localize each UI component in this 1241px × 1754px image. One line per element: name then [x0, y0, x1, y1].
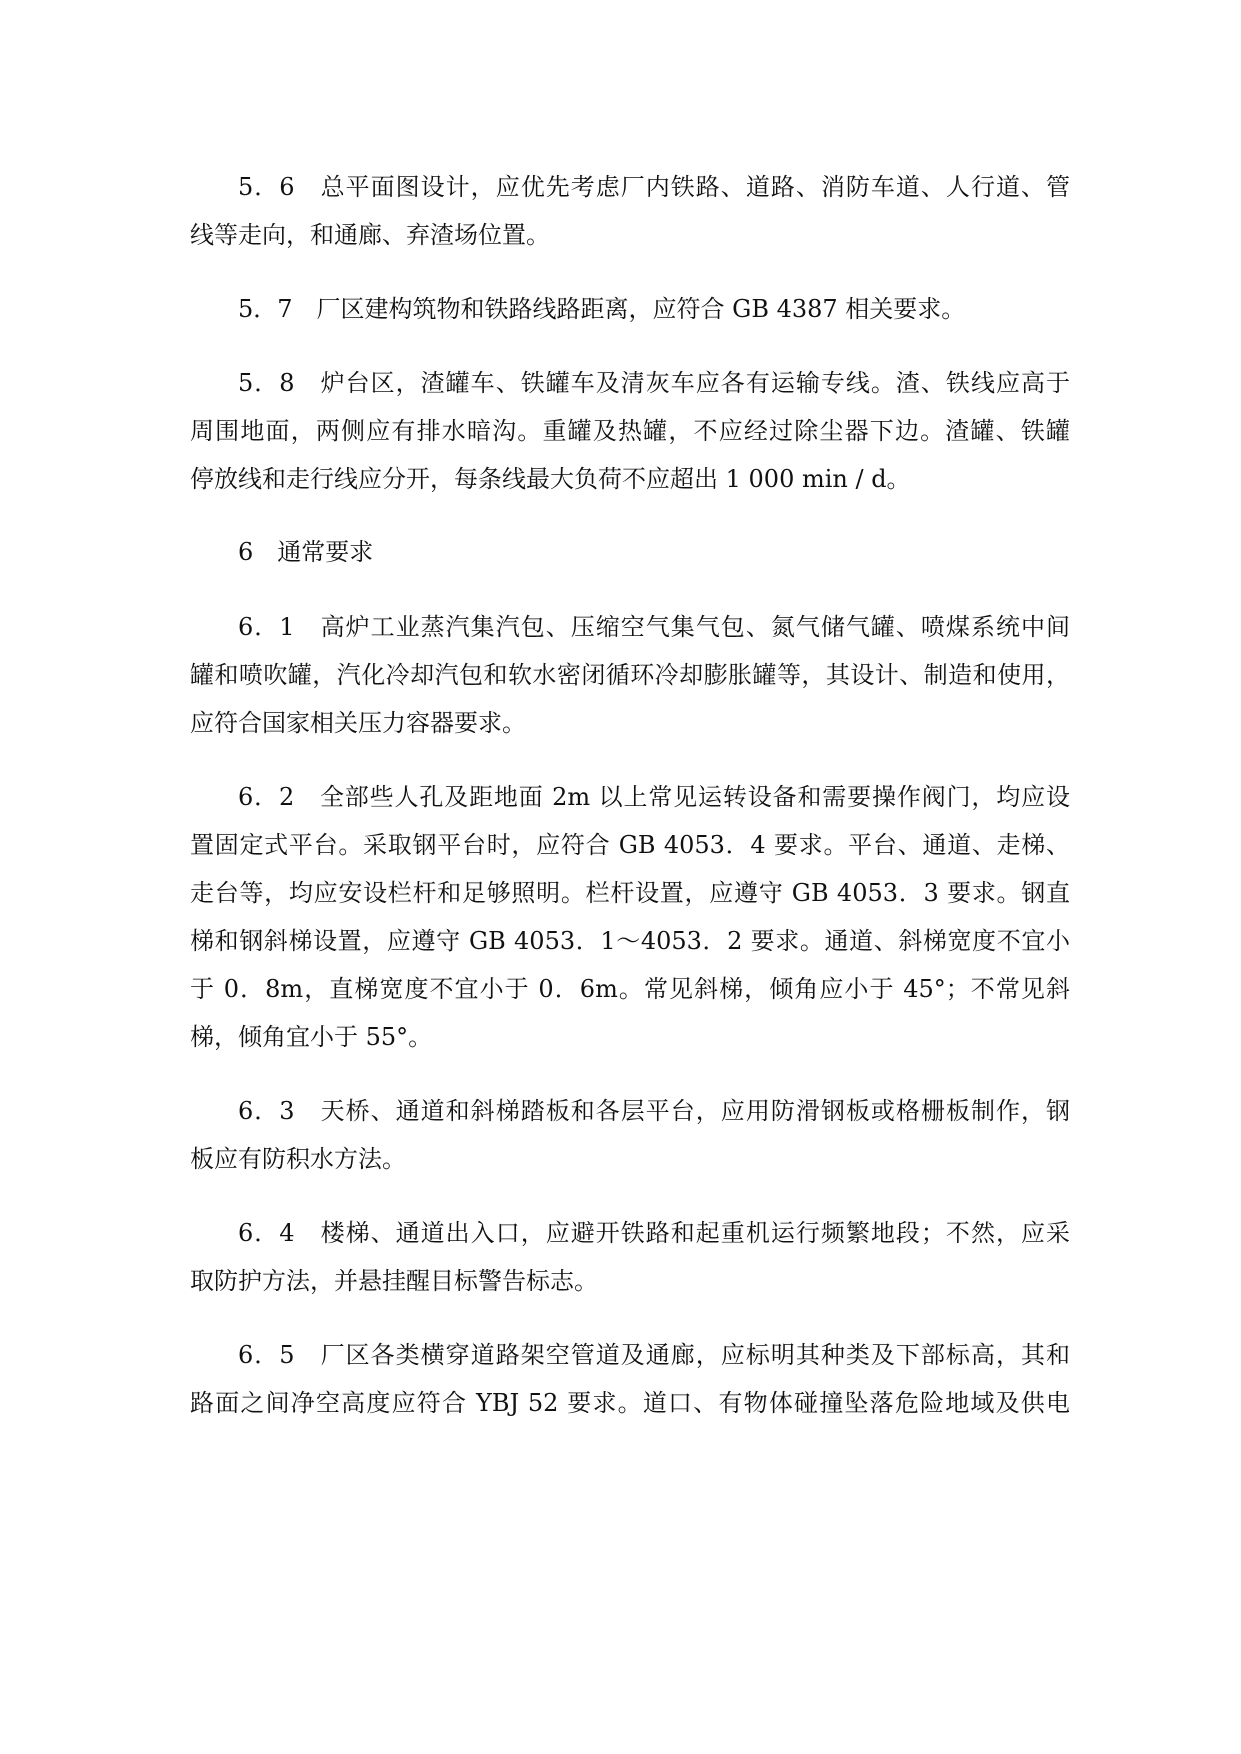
para-6-3-line-1: 6．3 天桥、通道和斜梯踏板和各层平台，应用防滑钢板或格栅板制作，钢	[238, 1097, 1070, 1125]
para-6-4-line-1: 6．4 楼梯、通道出入口，应避开铁路和起重机运行频繁地段；不然，应采	[238, 1219, 1070, 1247]
para-5-7-line-1: 5．7 厂区建构筑物和铁路线路距离，应符合 GB 4387 相关要求。	[238, 295, 966, 323]
para-6-1-line-1: 6．1 高炉工业蒸汽集汽包、压缩空气集气包、氮气储气罐、喷煤系统中间	[238, 613, 1070, 641]
para-5-8-line-1: 5．8 炉台区，渣罐车、铁罐车及清灰车应各有运输专线。渣、铁线应高于	[238, 369, 1070, 397]
para-6-1-line-2: 罐和喷吹罐，汽化冷却汽包和软水密闭循环冷却膨胀罐等，其设计、制造和使用，	[190, 661, 1070, 689]
para-6-3-line-2: 板应有防积水方法。	[190, 1145, 406, 1173]
para-5-6-line-2: 线等走向，和通廊、弃渣场位置。	[190, 221, 550, 249]
section-6-heading: 6 通常要求	[238, 538, 374, 566]
para-6-2-line-3: 走台等，均应安设栏杆和足够照明。栏杆设置，应遵守 GB 4053．3 要求。钢直	[190, 879, 1070, 907]
para-6-1-line-3: 应符合国家相关压力容器要求。	[190, 709, 526, 737]
para-6-2-line-2: 置固定式平台。采取钢平台时，应符合 GB 4053．4 要求。平台、通道、走梯、	[190, 831, 1070, 859]
para-6-2-line-1: 6．2 全部些人孔及距地面 2m 以上常见运转设备和需要操作阀门，均应设	[238, 783, 1070, 811]
para-6-2-line-4: 梯和钢斜梯设置，应遵守 GB 4053．1～4053．2 要求。通道、斜梯宽度不宜小	[190, 927, 1070, 955]
para-6-5-line-2: 路面之间净空高度应符合 YBJ 52 要求。道口、有物体碰撞坠落危险地域及供电	[190, 1389, 1070, 1417]
para-5-8-line-2: 周围地面，两侧应有排水暗沟。重罐及热罐，不应经过除尘器下边。渣罐、铁罐	[190, 417, 1070, 445]
para-6-5-line-1: 6．5 厂区各类横穿道路架空管道及通廊，应标明其种类及下部标高，其和	[238, 1341, 1070, 1369]
para-6-2-line-5: 于 0．8m，直梯宽度不宜小于 0．6m。常见斜梯，倾角应小于 45°；不常见斜	[190, 975, 1070, 1003]
para-5-6-line-1: 5．6 总平面图设计，应优先考虑厂内铁路、道路、消防车道、人行道、管	[238, 173, 1070, 201]
para-6-2-line-6: 梯，倾角宜小于 55°。	[190, 1023, 433, 1051]
para-5-8-line-3: 停放线和走行线应分开，每条线最大负荷不应超出 1 000 min / d。	[190, 465, 911, 493]
para-6-4-line-2: 取防护方法，并悬挂醒目标警告标志。	[190, 1267, 598, 1295]
